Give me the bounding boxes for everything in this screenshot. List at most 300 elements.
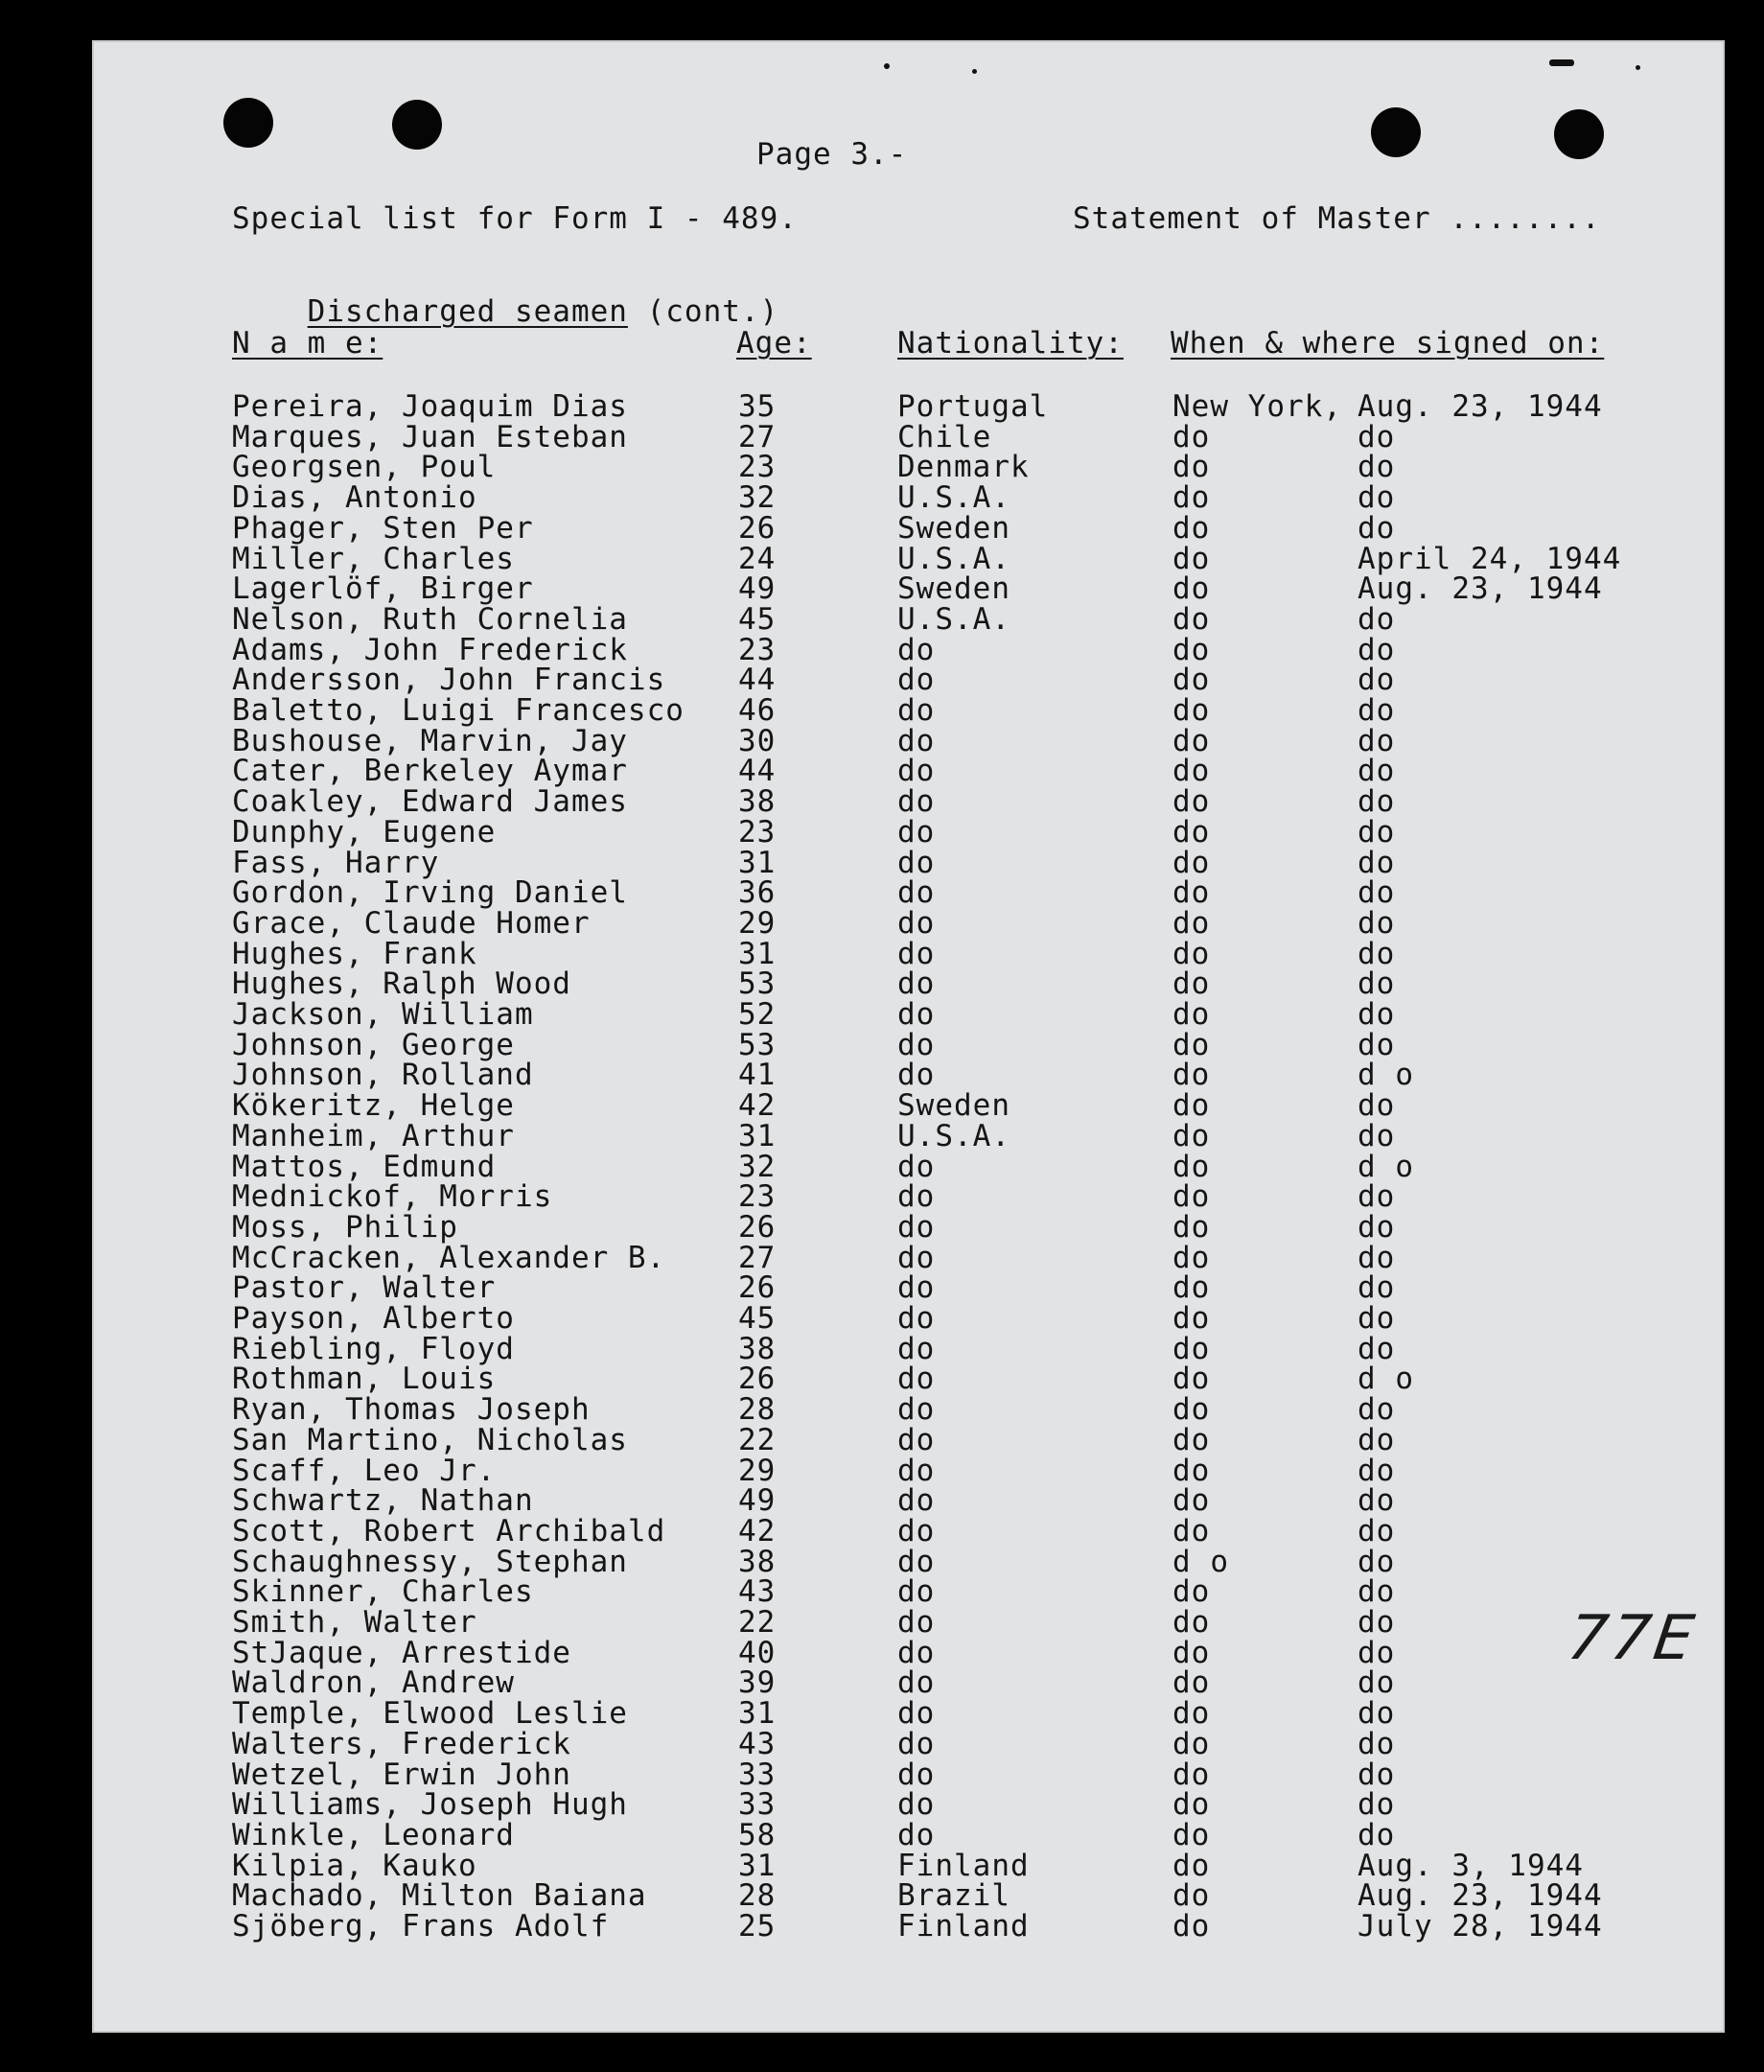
- seaman-signed-place: do: [1172, 480, 1211, 516]
- seaman-nationality: do: [897, 875, 936, 911]
- seaman-signed-date: do: [1358, 1513, 1396, 1548]
- seaman-nationality: do: [897, 1544, 936, 1579]
- seaman-age: 33: [738, 1757, 777, 1792]
- seaman-name: Scott, Robert Archibald: [232, 1513, 666, 1548]
- seaman-nationality: do: [897, 936, 936, 971]
- seaman-name: Ryan, Thomas Joseph: [232, 1392, 591, 1428]
- seaman-signed-date: do: [1358, 1422, 1396, 1457]
- seaman-signed-date: do: [1358, 1118, 1396, 1153]
- seaman-name: Lagerlöf, Birger: [232, 571, 534, 607]
- seaman-signed-place: do: [1172, 1149, 1211, 1184]
- seaman-name: Wetzel, Erwin John: [232, 1757, 571, 1792]
- seaman-nationality: Sweden: [897, 510, 1010, 546]
- seaman-nationality: do: [897, 1058, 936, 1093]
- seaman-signed-date: July 28, 1944: [1358, 1909, 1603, 1944]
- seaman-age: 45: [738, 1301, 777, 1336]
- seaman-signed-date: Aug. 23, 1944: [1358, 389, 1603, 424]
- seaman-name: Georgsen, Poul: [232, 450, 497, 485]
- seaman-nationality: do: [897, 1817, 936, 1852]
- seaman-row: [92, 936, 1725, 971]
- seaman-signed-date: do: [1358, 419, 1396, 454]
- seaman-signed-place: do: [1172, 1513, 1211, 1548]
- seaman-nationality: do: [897, 845, 936, 880]
- seaman-age: 23: [738, 814, 777, 850]
- seaman-signed-place: do: [1172, 571, 1211, 607]
- seaman-row: [92, 1149, 1725, 1184]
- seaman-nationality: do: [897, 1362, 936, 1397]
- seaman-name: Cater, Berkeley Aymar: [232, 754, 628, 789]
- seaman-age: 31: [738, 1696, 777, 1732]
- seaman-signed-date: do: [1358, 1605, 1396, 1640]
- seaman-age: 53: [738, 966, 777, 1002]
- seaman-row: [92, 510, 1725, 546]
- seaman-signed-date: do: [1358, 1301, 1396, 1336]
- seaman-signed-date: do: [1358, 1270, 1396, 1306]
- section-suffix: (cont.): [646, 294, 779, 329]
- seaman-age: 38: [738, 784, 777, 820]
- seaman-nationality: U.S.A.: [897, 480, 1010, 516]
- seaman-name: Moss, Philip: [232, 1209, 458, 1245]
- seaman-row: [92, 814, 1725, 850]
- seaman-age: 22: [738, 1605, 777, 1640]
- seaman-name: Jackson, William: [232, 997, 534, 1032]
- seaman-nationality: do: [897, 1665, 936, 1701]
- punch-hole: [392, 100, 442, 150]
- seaman-nationality: do: [897, 1757, 936, 1792]
- seaman-name: Nelson, Ruth Cornelia: [232, 601, 628, 637]
- seaman-name: San Martino, Nicholas: [232, 1422, 628, 1457]
- seaman-signed-date: Aug. 23, 1944: [1358, 1878, 1603, 1914]
- seaman-signed-place: New York,: [1172, 389, 1342, 424]
- seaman-age: 24: [738, 541, 777, 576]
- seaman-row: [92, 905, 1725, 941]
- seaman-name: Gordon, Irving Daniel: [232, 875, 628, 911]
- seaman-signed-place: do: [1172, 1605, 1211, 1640]
- seaman-name: Rothman, Louis: [232, 1362, 497, 1397]
- seaman-nationality: do: [897, 1605, 936, 1640]
- seaman-signed-place: do: [1172, 1240, 1211, 1275]
- seaman-age: 42: [738, 1088, 777, 1124]
- seaman-nationality: do: [897, 1027, 936, 1062]
- seaman-row: [92, 1088, 1725, 1124]
- seaman-signed-date: do: [1358, 663, 1396, 698]
- seaman-signed-date: do: [1358, 1240, 1396, 1275]
- seaman-age: 31: [738, 1118, 777, 1153]
- seaman-age: 27: [738, 1240, 777, 1275]
- seaman-age: 28: [738, 1878, 777, 1914]
- seaman-signed-date: do: [1358, 1483, 1396, 1519]
- column-header-age: Age:: [736, 326, 812, 361]
- seaman-age: 53: [738, 1027, 777, 1062]
- seaman-row: [92, 1759, 1725, 1790]
- seaman-name: Miller, Charles: [232, 541, 515, 576]
- column-header-nationality: Nationality:: [897, 326, 1124, 361]
- seaman-row: [92, 1574, 1725, 1610]
- seaman-name: Winkle, Leonard: [232, 1817, 515, 1852]
- seaman-age: 39: [738, 1665, 777, 1701]
- seaman-signed-place: do: [1172, 1270, 1211, 1306]
- seaman-name: Schwartz, Nathan: [232, 1483, 534, 1519]
- seaman-age: 42: [738, 1513, 777, 1548]
- seaman-signed-date: do: [1358, 1088, 1396, 1124]
- seaman-signed-place: do: [1172, 1635, 1211, 1670]
- seaman-age: 43: [738, 1726, 777, 1761]
- handwritten-note: 77E: [1563, 1603, 1703, 1674]
- statement-of-master: Statement of Master ........: [1073, 201, 1601, 236]
- seaman-signed-date: do: [1358, 601, 1396, 637]
- seaman-signed-place: do: [1172, 1118, 1211, 1153]
- seaman-age: 22: [738, 1422, 777, 1457]
- seaman-row: [92, 1270, 1725, 1306]
- seaman-row: [92, 1911, 1725, 1942]
- seaman-age: 58: [738, 1817, 777, 1852]
- seaman-name: Johnson, Rolland: [232, 1058, 534, 1093]
- seaman-row: [92, 632, 1725, 667]
- seaman-signed-place: do: [1172, 1817, 1211, 1852]
- seaman-signed-place: do: [1172, 541, 1211, 576]
- seaman-name: Riebling, Floyd: [232, 1331, 515, 1366]
- seaman-age: 29: [738, 1453, 777, 1488]
- seaman-signed-date: do: [1358, 1392, 1396, 1428]
- seaman-signed-place: do: [1172, 784, 1211, 820]
- seaman-signed-date: do: [1358, 1544, 1396, 1579]
- seaman-signed-place: do: [1172, 1209, 1211, 1245]
- seaman-signed-place: do: [1172, 1726, 1211, 1761]
- page-label: Page 3.-: [756, 137, 908, 172]
- seaman-signed-date: do: [1358, 480, 1396, 516]
- seaman-name: Bushouse, Marvin, Jay: [232, 723, 628, 758]
- seaman-name: Marques, Juan Esteban: [232, 419, 628, 454]
- seaman-signed-date: do: [1358, 1817, 1396, 1852]
- seaman-signed-date: do: [1358, 1696, 1396, 1732]
- seaman-age: 43: [738, 1574, 777, 1610]
- seaman-row: [92, 1726, 1725, 1761]
- seaman-nationality: do: [897, 966, 936, 1002]
- ink-speck: [1636, 65, 1640, 70]
- seaman-signed-place: do: [1172, 510, 1211, 546]
- seaman-row: [92, 1118, 1725, 1153]
- seaman-row: [92, 1817, 1725, 1852]
- seaman-row: [92, 1607, 1725, 1638]
- seaman-name: Johnson, George: [232, 1027, 515, 1062]
- seaman-nationality: do: [897, 814, 936, 850]
- seaman-name: Pereira, Joaquim Dias: [232, 389, 628, 424]
- ink-speck: [1549, 59, 1574, 66]
- seaman-signed-place: do: [1172, 1909, 1211, 1944]
- seaman-nationality: Sweden: [897, 571, 1010, 607]
- seaman-nationality: do: [897, 1483, 936, 1519]
- seaman-signed-place: do: [1172, 1453, 1211, 1488]
- seaman-signed-place: do: [1172, 905, 1211, 941]
- seaman-signed-place: do: [1172, 1027, 1211, 1062]
- seaman-signed-date: do: [1358, 723, 1396, 758]
- seaman-nationality: do: [897, 1209, 936, 1245]
- seaman-signed-place: do: [1172, 419, 1211, 454]
- seaman-name: Kökeritz, Helge: [232, 1088, 515, 1124]
- seaman-nationality: do: [897, 997, 936, 1032]
- seaman-age: 29: [738, 905, 777, 941]
- seaman-nationality: do: [897, 784, 936, 820]
- seaman-signed-place: do: [1172, 754, 1211, 789]
- seaman-nationality: Finland: [897, 1848, 1030, 1883]
- seaman-signed-date: do: [1358, 1757, 1396, 1792]
- seaman-age: 46: [738, 693, 777, 728]
- seaman-row: [92, 695, 1725, 726]
- seaman-row: [92, 1544, 1725, 1579]
- seaman-signed-place: do: [1172, 997, 1211, 1032]
- seaman-nationality: do: [897, 1787, 936, 1823]
- seaman-signed-place: do: [1172, 1392, 1211, 1428]
- ink-speck: [884, 63, 890, 69]
- seaman-age: 44: [738, 754, 777, 789]
- seaman-name: Fass, Harry: [232, 845, 440, 880]
- seaman-name: Kilpia, Kauko: [232, 1848, 477, 1883]
- seaman-signed-place: do: [1172, 723, 1211, 758]
- seaman-row: [92, 1362, 1725, 1397]
- seaman-row: [92, 1696, 1725, 1732]
- seaman-signed-place: do: [1172, 1483, 1211, 1519]
- seaman-nationality: Brazil: [897, 1878, 1010, 1914]
- seaman-row: [92, 1422, 1725, 1457]
- seaman-age: 33: [738, 1787, 777, 1823]
- seaman-signed-place: do: [1172, 663, 1211, 698]
- seaman-nationality: do: [897, 1179, 936, 1215]
- seaman-signed-place: do: [1172, 1787, 1211, 1823]
- seaman-signed-date: do: [1358, 693, 1396, 728]
- seaman-row: [92, 1665, 1725, 1701]
- punch-hole: [1554, 109, 1604, 159]
- seaman-signed-place: do: [1172, 1574, 1211, 1610]
- seaman-signed-date: do: [1358, 632, 1396, 667]
- seaman-nationality: do: [897, 1331, 936, 1366]
- column-header-name: N a m e:: [232, 326, 383, 361]
- seaman-signed-date: do: [1358, 997, 1396, 1032]
- seaman-row: [92, 845, 1725, 880]
- seaman-signed-date: do: [1358, 966, 1396, 1002]
- seaman-age: 27: [738, 419, 777, 454]
- seaman-age: 36: [738, 875, 777, 911]
- seaman-signed-place: do: [1172, 1665, 1211, 1701]
- seaman-row: [92, 1179, 1725, 1215]
- seaman-age: 44: [738, 663, 777, 698]
- seaman-name: McCracken, Alexander B.: [232, 1240, 666, 1275]
- seaman-age: 35: [738, 389, 777, 424]
- punch-hole: [223, 98, 273, 148]
- seaman-name: Smith, Walter: [232, 1605, 477, 1640]
- seaman-nationality: U.S.A.: [897, 1118, 1010, 1153]
- seaman-row: [92, 1331, 1725, 1366]
- seaman-signed-place: do: [1172, 1878, 1211, 1914]
- seaman-signed-date: do: [1358, 936, 1396, 971]
- seaman-row: [92, 1848, 1725, 1883]
- seaman-nationality: do: [897, 1392, 936, 1428]
- seaman-name: Pastor, Walter: [232, 1270, 497, 1306]
- seaman-name: Baletto, Luigi Francesco: [232, 693, 685, 728]
- seaman-row: [92, 601, 1725, 637]
- seaman-signed-date: do: [1358, 1635, 1396, 1670]
- seaman-row: [92, 419, 1725, 454]
- seaman-nationality: do: [897, 1270, 936, 1306]
- seaman-name: Temple, Elwood Leslie: [232, 1696, 628, 1732]
- seaman-nationality: do: [897, 754, 936, 789]
- seaman-name: Sjöberg, Frans Adolf: [232, 1909, 610, 1944]
- seaman-row: [92, 999, 1725, 1030]
- seaman-signed-place: do: [1172, 450, 1211, 485]
- seaman-row: [92, 1455, 1725, 1486]
- seaman-nationality: U.S.A.: [897, 541, 1010, 576]
- seaman-age: 38: [738, 1331, 777, 1366]
- seaman-age: 25: [738, 1909, 777, 1944]
- seaman-signed-date: d o: [1358, 1149, 1414, 1184]
- seaman-signed-date: Aug. 23, 1944: [1358, 571, 1603, 607]
- seaman-age: 40: [738, 1635, 777, 1670]
- seaman-age: 31: [738, 1848, 777, 1883]
- seaman-age: 38: [738, 1544, 777, 1579]
- seaman-name: Andersson, John Francis: [232, 663, 666, 698]
- seaman-age: 23: [738, 450, 777, 485]
- seaman-row: [92, 1240, 1725, 1275]
- seaman-age: 41: [738, 1058, 777, 1093]
- seaman-row: [92, 1392, 1725, 1428]
- seaman-row: [92, 1209, 1725, 1245]
- seaman-signed-date: do: [1358, 1027, 1396, 1062]
- seaman-signed-place: do: [1172, 1331, 1211, 1366]
- seaman-nationality: do: [897, 1453, 936, 1488]
- seaman-name: Skinner, Charles: [232, 1574, 534, 1610]
- seaman-row: [92, 541, 1725, 576]
- seaman-age: 26: [738, 510, 777, 546]
- seaman-row: [92, 1635, 1725, 1670]
- seaman-row: [92, 754, 1725, 789]
- seaman-nationality: do: [897, 663, 936, 698]
- document-page: [92, 40, 1725, 2033]
- seaman-signed-place: do: [1172, 1696, 1211, 1732]
- seaman-signed-date: do: [1358, 510, 1396, 546]
- seaman-signed-place: do: [1172, 966, 1211, 1002]
- seaman-signed-place: do: [1172, 1088, 1211, 1124]
- seaman-row: [92, 1483, 1725, 1519]
- seaman-signed-date: do: [1358, 1331, 1396, 1366]
- seaman-row: [92, 1787, 1725, 1823]
- punch-hole: [1371, 107, 1421, 157]
- seaman-signed-place: do: [1172, 1362, 1211, 1397]
- seaman-signed-date: do: [1358, 814, 1396, 850]
- seaman-nationality: U.S.A.: [897, 601, 1010, 637]
- seaman-name: Walters, Frederick: [232, 1726, 571, 1761]
- seaman-age: 26: [738, 1362, 777, 1397]
- seaman-signed-date: do: [1358, 1179, 1396, 1215]
- seaman-nationality: do: [897, 1149, 936, 1184]
- seaman-age: 49: [738, 1483, 777, 1519]
- seaman-signed-date: do: [1358, 875, 1396, 911]
- seaman-nationality: do: [897, 905, 936, 941]
- seaman-signed-place: do: [1172, 693, 1211, 728]
- seaman-signed-place: do: [1172, 1757, 1211, 1792]
- seaman-signed-place: do: [1172, 1179, 1211, 1215]
- seaman-age: 49: [738, 571, 777, 607]
- seaman-name: Payson, Alberto: [232, 1301, 515, 1336]
- seaman-name: Williams, Joseph Hugh: [232, 1787, 628, 1823]
- seaman-signed-place: d o: [1172, 1544, 1229, 1579]
- seaman-signed-date: do: [1358, 905, 1396, 941]
- seaman-row: [92, 1878, 1725, 1914]
- seaman-nationality: Denmark: [897, 450, 1030, 485]
- seaman-name: Adams, John Frederick: [232, 632, 628, 667]
- seaman-signed-date: Aug. 3, 1944: [1358, 1848, 1584, 1883]
- seaman-signed-date: April 24, 1944: [1358, 541, 1622, 576]
- seaman-age: 31: [738, 936, 777, 971]
- seaman-row: [92, 663, 1725, 698]
- seaman-signed-place: do: [1172, 1301, 1211, 1336]
- seaman-age: 28: [738, 1392, 777, 1428]
- seaman-nationality: do: [897, 1635, 936, 1670]
- seaman-signed-date: do: [1358, 1574, 1396, 1610]
- seaman-signed-date: d o: [1358, 1058, 1414, 1093]
- seaman-age: 26: [738, 1209, 777, 1245]
- seaman-name: StJaque, Arrestide: [232, 1635, 571, 1670]
- seaman-name: Coakley, Edward James: [232, 784, 628, 820]
- seaman-signed-place: do: [1172, 1422, 1211, 1457]
- seaman-age: 26: [738, 1270, 777, 1306]
- seaman-age: 23: [738, 632, 777, 667]
- seaman-age: 32: [738, 1149, 777, 1184]
- seaman-row: [92, 1058, 1725, 1093]
- seaman-nationality: do: [897, 1301, 936, 1336]
- section-title: Discharged seamen: [307, 294, 628, 329]
- seaman-signed-date: do: [1358, 1787, 1396, 1823]
- seaman-signed-date: do: [1358, 450, 1396, 485]
- seaman-row: [92, 450, 1725, 485]
- seaman-signed-place: do: [1172, 1058, 1211, 1093]
- seaman-name: Phager, Sten Per: [232, 510, 534, 546]
- seaman-row: [92, 480, 1725, 516]
- seaman-name: Hughes, Ralph Wood: [232, 966, 571, 1002]
- seaman-name: Machado, Milton Baiana: [232, 1878, 647, 1914]
- seaman-row: [92, 784, 1725, 820]
- column-header-signed-on: When & where signed on:: [1171, 326, 1605, 361]
- seaman-nationality: do: [897, 632, 936, 667]
- seaman-row: [92, 875, 1725, 911]
- seaman-name: Grace, Claude Homer: [232, 905, 591, 941]
- seaman-row: [92, 391, 1725, 422]
- seaman-signed-place: do: [1172, 601, 1211, 637]
- seaman-nationality: do: [897, 693, 936, 728]
- ink-speck: [972, 69, 977, 74]
- seaman-age: 23: [738, 1179, 777, 1215]
- seaman-signed-date: do: [1358, 1665, 1396, 1701]
- seaman-signed-place: do: [1172, 814, 1211, 850]
- seaman-row: [92, 723, 1725, 758]
- seaman-signed-date: d o: [1358, 1362, 1414, 1397]
- seaman-signed-date: do: [1358, 1453, 1396, 1488]
- seaman-age: 32: [738, 480, 777, 516]
- seaman-nationality: do: [897, 1696, 936, 1732]
- seaman-name: Scaff, Leo Jr.: [232, 1453, 497, 1488]
- seaman-signed-date: do: [1358, 1726, 1396, 1761]
- seaman-signed-place: do: [1172, 845, 1211, 880]
- seaman-signed-date: do: [1358, 845, 1396, 880]
- seaman-nationality: do: [897, 1574, 936, 1610]
- form-title: Special list for Form I - 489.: [232, 201, 798, 236]
- seaman-signed-date: do: [1358, 754, 1396, 789]
- seaman-nationality: Chile: [897, 419, 992, 454]
- seaman-name: Waldron, Andrew: [232, 1665, 515, 1701]
- seaman-name: Manheim, Arthur: [232, 1118, 515, 1153]
- seaman-row: [92, 1513, 1725, 1548]
- seaman-nationality: do: [897, 1422, 936, 1457]
- seaman-nationality: Portugal: [897, 389, 1049, 424]
- seaman-name: Mattos, Edmund: [232, 1149, 497, 1184]
